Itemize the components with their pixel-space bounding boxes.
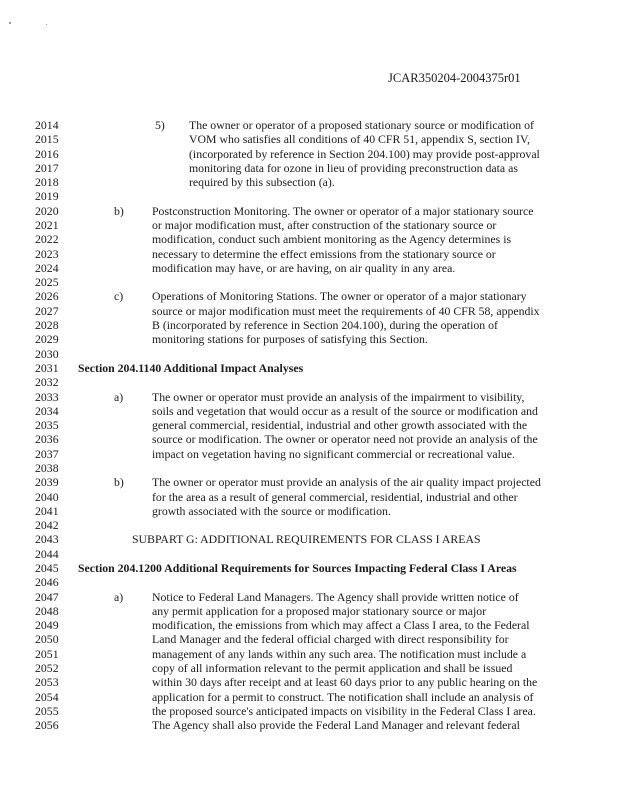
line-number: 2051 xyxy=(35,646,59,661)
line-number: 2037 xyxy=(35,446,59,461)
document-line xyxy=(0,475,618,489)
line-number: 2031 xyxy=(35,360,59,375)
document-line xyxy=(0,704,618,718)
line-number: 2053 xyxy=(35,675,59,690)
document-line xyxy=(0,561,618,575)
line-number: 2030 xyxy=(35,346,59,361)
document-line xyxy=(0,504,618,518)
document-line xyxy=(0,575,618,589)
document-line xyxy=(0,390,618,404)
line-number: 2056 xyxy=(35,718,59,733)
line-text: The Agency shall also provide the Federal Land Manager and relevant federal xyxy=(152,718,520,733)
document-id-header: JCAR350204-2004375r01 xyxy=(388,71,521,85)
line-text: modification, the emissions from which may affect a Class I area, to the Federal xyxy=(152,618,530,633)
document-line xyxy=(0,404,618,418)
line-number: 2045 xyxy=(35,560,59,575)
line-text: monitoring stations for purposes of satisfying this Section. xyxy=(152,332,428,347)
line-text: application for a permit to construct. The notification shall include an analysis of xyxy=(152,689,534,704)
document-line xyxy=(0,618,618,632)
line-number: 2029 xyxy=(35,332,59,347)
document-line xyxy=(0,547,618,561)
line-text: required by this subsection (a). xyxy=(189,175,335,190)
document-line xyxy=(0,675,618,689)
document-line xyxy=(0,418,618,432)
line-text: The owner or operator must provide an analysis of the air quality impact projected xyxy=(152,475,541,490)
line-text: any permit application for a proposed major stationary source or major xyxy=(152,603,487,618)
line-number: 2041 xyxy=(35,503,59,518)
document-line xyxy=(0,647,618,661)
line-number: 2017 xyxy=(35,160,59,175)
line-number: 2025 xyxy=(35,275,59,290)
subsection-label: b) xyxy=(114,203,124,218)
line-text: VOM who satisfies all conditions of 40 CFR 51, appendix S, section IV, xyxy=(189,132,530,147)
section-heading: Section 204.1140 Additional Impact Analyses xyxy=(78,360,304,375)
document-line xyxy=(0,275,618,289)
document-line xyxy=(0,147,618,161)
line-number: 2043 xyxy=(35,532,59,547)
document-line xyxy=(0,632,618,646)
line-number: 2034 xyxy=(35,403,59,418)
document-line xyxy=(0,332,618,346)
document-line xyxy=(0,318,618,332)
document-line xyxy=(0,204,618,218)
line-text: soils and vegetation that would occur as a result of the source or modification and xyxy=(152,403,538,418)
line-text: within 30 days after receipt and at least 60 days prior to any public hearing on the xyxy=(152,675,538,690)
line-number: 2054 xyxy=(35,689,59,704)
line-text: modification, conduct such ambient monitoring as the Agency determines is xyxy=(152,232,512,247)
document-line xyxy=(0,447,618,461)
document-line xyxy=(0,132,618,146)
document-line xyxy=(0,289,618,303)
document-line xyxy=(0,175,618,189)
line-text: source or major modification must meet the requirements of 40 CFR 58, appendix xyxy=(152,303,540,318)
subsection-label: c) xyxy=(114,289,124,304)
document-line xyxy=(0,718,618,732)
line-number: 2032 xyxy=(35,375,59,390)
subpart-heading: SUBPART G: ADDITIONAL REQUIREMENTS FOR CLASS I AREAS xyxy=(132,532,481,547)
document-line xyxy=(0,432,618,446)
document-line xyxy=(0,375,618,389)
line-number: 2044 xyxy=(35,546,59,561)
line-number: 2023 xyxy=(35,246,59,261)
line-number: 2019 xyxy=(35,189,59,204)
line-text: necessary to determine the effect emissions from the stationary source or xyxy=(152,246,496,261)
line-text: modification may have, or are having, on air quality in any area. xyxy=(152,260,456,275)
line-number: 2027 xyxy=(35,303,59,318)
section-heading: Section 204.1200 Additional Requirements for Sources Impacting Federal Class I Areas xyxy=(78,560,517,575)
document-line xyxy=(0,604,618,618)
line-number: 2047 xyxy=(35,589,59,604)
document-line xyxy=(0,661,618,675)
document-line xyxy=(0,161,618,175)
document-line xyxy=(0,118,618,132)
line-text: Operations of Monitoring Stations. The owner or operator of a major stationary xyxy=(152,289,527,304)
document-line xyxy=(0,232,618,246)
line-number: 2014 xyxy=(35,118,59,132)
document-line xyxy=(0,532,618,546)
document-line xyxy=(0,690,618,704)
line-text: Postconstruction Monitoring. The owner or operator of a major stationary source xyxy=(152,203,534,218)
line-text: general commercial, residential, industrial and other growth associated with the xyxy=(152,418,528,433)
line-number: 2049 xyxy=(35,618,59,633)
document-line xyxy=(0,189,618,203)
line-number: 2048 xyxy=(35,603,59,618)
line-text: The owner or operator must provide an analysis of the impairment to visibility, xyxy=(152,389,525,404)
line-number: 2016 xyxy=(35,146,59,161)
document-line xyxy=(0,590,618,604)
line-text: The owner or operator of a proposed stationary source or modification of xyxy=(189,118,534,132)
line-number: 2039 xyxy=(35,475,59,490)
document-line xyxy=(0,518,618,532)
line-text: monitoring data for ozone in lieu of providing preconstruction data as xyxy=(189,160,518,175)
document-line xyxy=(0,361,618,375)
document-line xyxy=(0,261,618,275)
line-number: 2052 xyxy=(35,661,59,676)
line-number: 2055 xyxy=(35,703,59,718)
line-text: copy of all information relevant to the permit application and shall be issued xyxy=(152,661,513,676)
scan-speck xyxy=(9,22,11,24)
line-number: 2024 xyxy=(35,260,59,275)
line-number: 2036 xyxy=(35,432,59,447)
line-text: (incorporated by reference in Section 204.100) may provide post-approval xyxy=(189,146,540,161)
line-number: 2040 xyxy=(35,489,59,504)
document-line xyxy=(0,247,618,261)
subsection-label: 5) xyxy=(155,118,165,132)
line-number: 2035 xyxy=(35,418,59,433)
line-number: 2028 xyxy=(35,318,59,333)
line-number: 2021 xyxy=(35,218,59,233)
line-number: 2033 xyxy=(35,389,59,404)
line-text: growth associated with the source or modification. xyxy=(152,503,391,518)
line-text: for the area as a result of general commercial, residential, industrial and other xyxy=(152,489,518,504)
line-text: impact on vegetation having no significant commercial or recreational value. xyxy=(152,446,515,461)
document-line xyxy=(0,304,618,318)
document-line xyxy=(0,461,618,475)
line-number: 2018 xyxy=(35,175,59,190)
line-number: 2042 xyxy=(35,518,59,533)
document-line xyxy=(0,490,618,504)
line-number: 2050 xyxy=(35,632,59,647)
line-text: the proposed source's anticipated impacts on visibility in the Federal Class I area. xyxy=(152,703,536,718)
line-number: 2015 xyxy=(35,132,59,147)
document-line xyxy=(0,218,618,232)
subsection-label: b) xyxy=(114,475,124,490)
subsection-label: a) xyxy=(114,389,124,404)
line-text: Notice to Federal Land Managers. The Agency shall provide written notice of xyxy=(152,589,519,604)
scan-speck xyxy=(46,24,47,25)
line-text: management of any lands within any such area. The notification must include a xyxy=(152,646,527,661)
line-number: 2022 xyxy=(35,232,59,247)
line-text: B (incorporated by reference in Section 204.100), during the operation of xyxy=(152,318,498,333)
document-line xyxy=(0,347,618,361)
line-number: 2046 xyxy=(35,575,59,590)
line-text: Land Manager and the federal official charged with direct responsibility for xyxy=(152,632,509,647)
line-text: or major modification must, after construction of the stationary source or xyxy=(152,218,497,233)
line-number: 2026 xyxy=(35,289,59,304)
line-number: 2038 xyxy=(35,460,59,475)
subsection-label: a) xyxy=(114,589,124,604)
line-text: source or modification. The owner or operator need not provide an analysis of the xyxy=(152,432,538,447)
line-number: 2020 xyxy=(35,203,59,218)
